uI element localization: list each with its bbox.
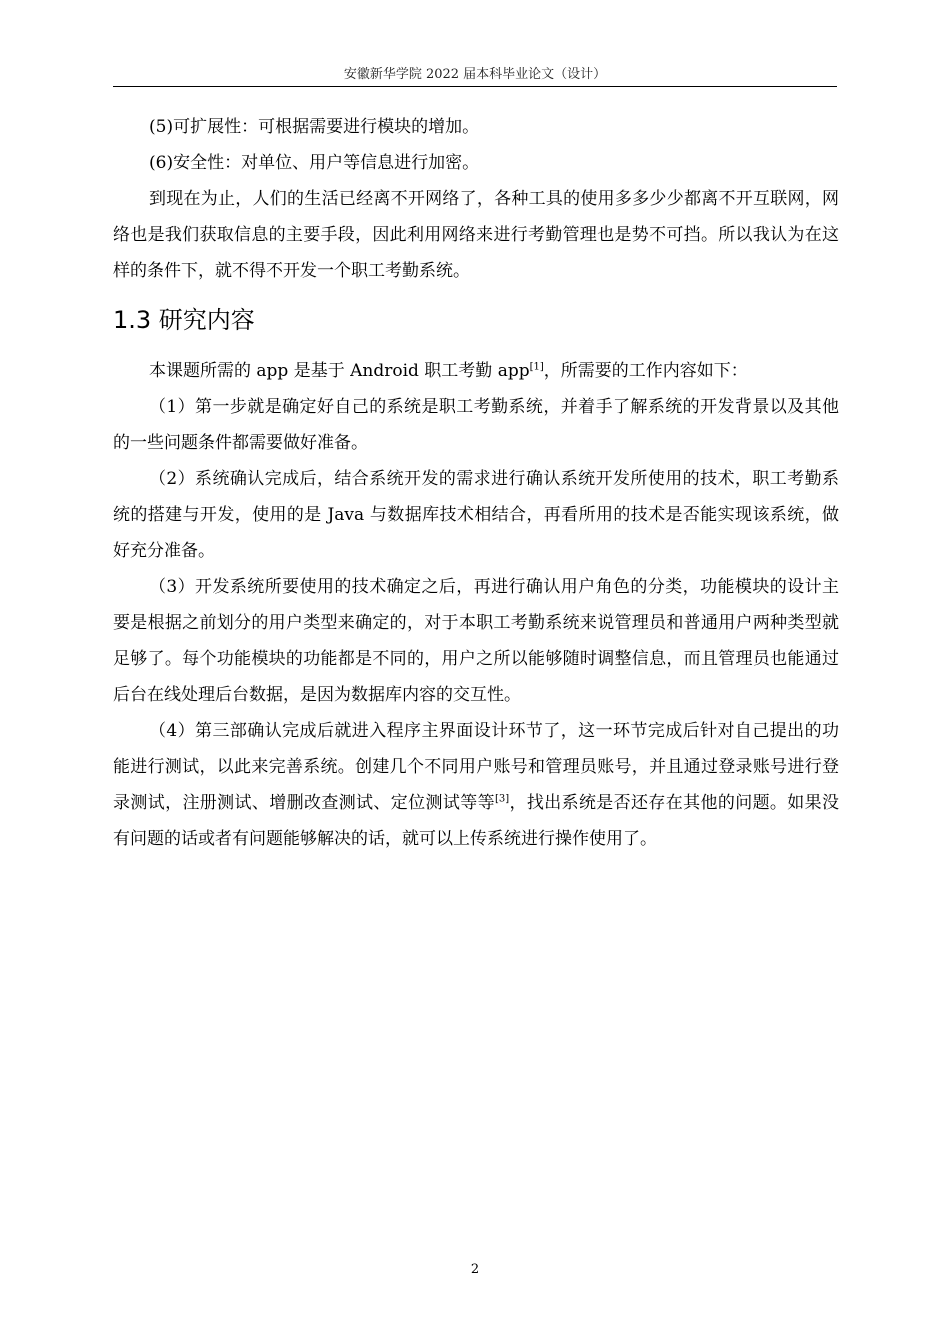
step-4-text-end: ，找出系统是否还存在其他的问题。如果没有问题的话或者有问题能够解决的话，就可以上传系统进行操作使用了。	[113, 793, 840, 849]
intro-text: 本课题所需的 app 是基于 Android 职工考勤 app	[149, 361, 530, 381]
running-header: 安徽新华学院 2022 届本科毕业论文（设计）	[343, 67, 607, 82]
paragraph-step-4	[113, 713, 839, 857]
paragraph-background: 到现在为止，人们的生活已经离不开网络了，各种工具的使用多多少少都离不开互联网，网络也是我们获取信息的主要手段，因此利用网络来进行考勤管理也是势不可挡。所以我认为在这样的条件下，就不得不开发一个职工考勤系统。	[113, 189, 839, 281]
paragraph-step-1: （1）第一步就是确定好自己的系统是职工考勤系统，并着手了解系统的开发背景以及其他的一些问题条件都需要做好准备。	[113, 397, 839, 453]
paragraph-extensibility: (5)可扩展性：可根据需要进行模块的增加。	[149, 117, 480, 137]
paragraph-step-3: （3）开发系统所要使用的技术确定之后，再进行确认用户角色的分类，功能模块的设计主要是根据之前划分的用户类型来确定的，对于本职工考勤系统来说管理员和普通用户两种类型就足够了。每个功能模块的功能都是不同的，用户之所以能够随时调整信息，而且管理员也能通过后台在线处理后台数据，是因为数据库内容的交互性。	[113, 577, 839, 705]
citation-3: [3]	[494, 793, 510, 805]
section-heading: 1.3 研究内容	[113, 306, 255, 334]
step-4-text: （4）第三部确认完成后就进入程序主界面设计环节了，这一环节完成后针对自己提出的功能进行测试，以此来完善系统。创建几个不同用户账号和管理员账号，并且通过登录账号进行登录测试，注册测试、增删改查测试、定位测试等等	[113, 721, 839, 813]
paragraph-security: (6)安全性：对单位、用户等信息进行加密。	[149, 153, 480, 173]
paragraph-intro	[113, 353, 839, 389]
paragraph-step-2: （2）系统确认完成后，结合系统开发的需求进行确认系统开发所使用的技术，职工考勤系统的搭建与开发，使用的是 Java 与数据库技术相结合，再看所用的技术是否能实现该系统，做好充分准备。	[113, 469, 839, 561]
intro-text-end: ，所需要的工作内容如下：	[543, 361, 748, 381]
header-rule	[113, 86, 837, 87]
page-number: 2	[470, 1262, 480, 1277]
citation-1: [1]	[529, 361, 544, 373]
page-body	[113, 109, 839, 857]
